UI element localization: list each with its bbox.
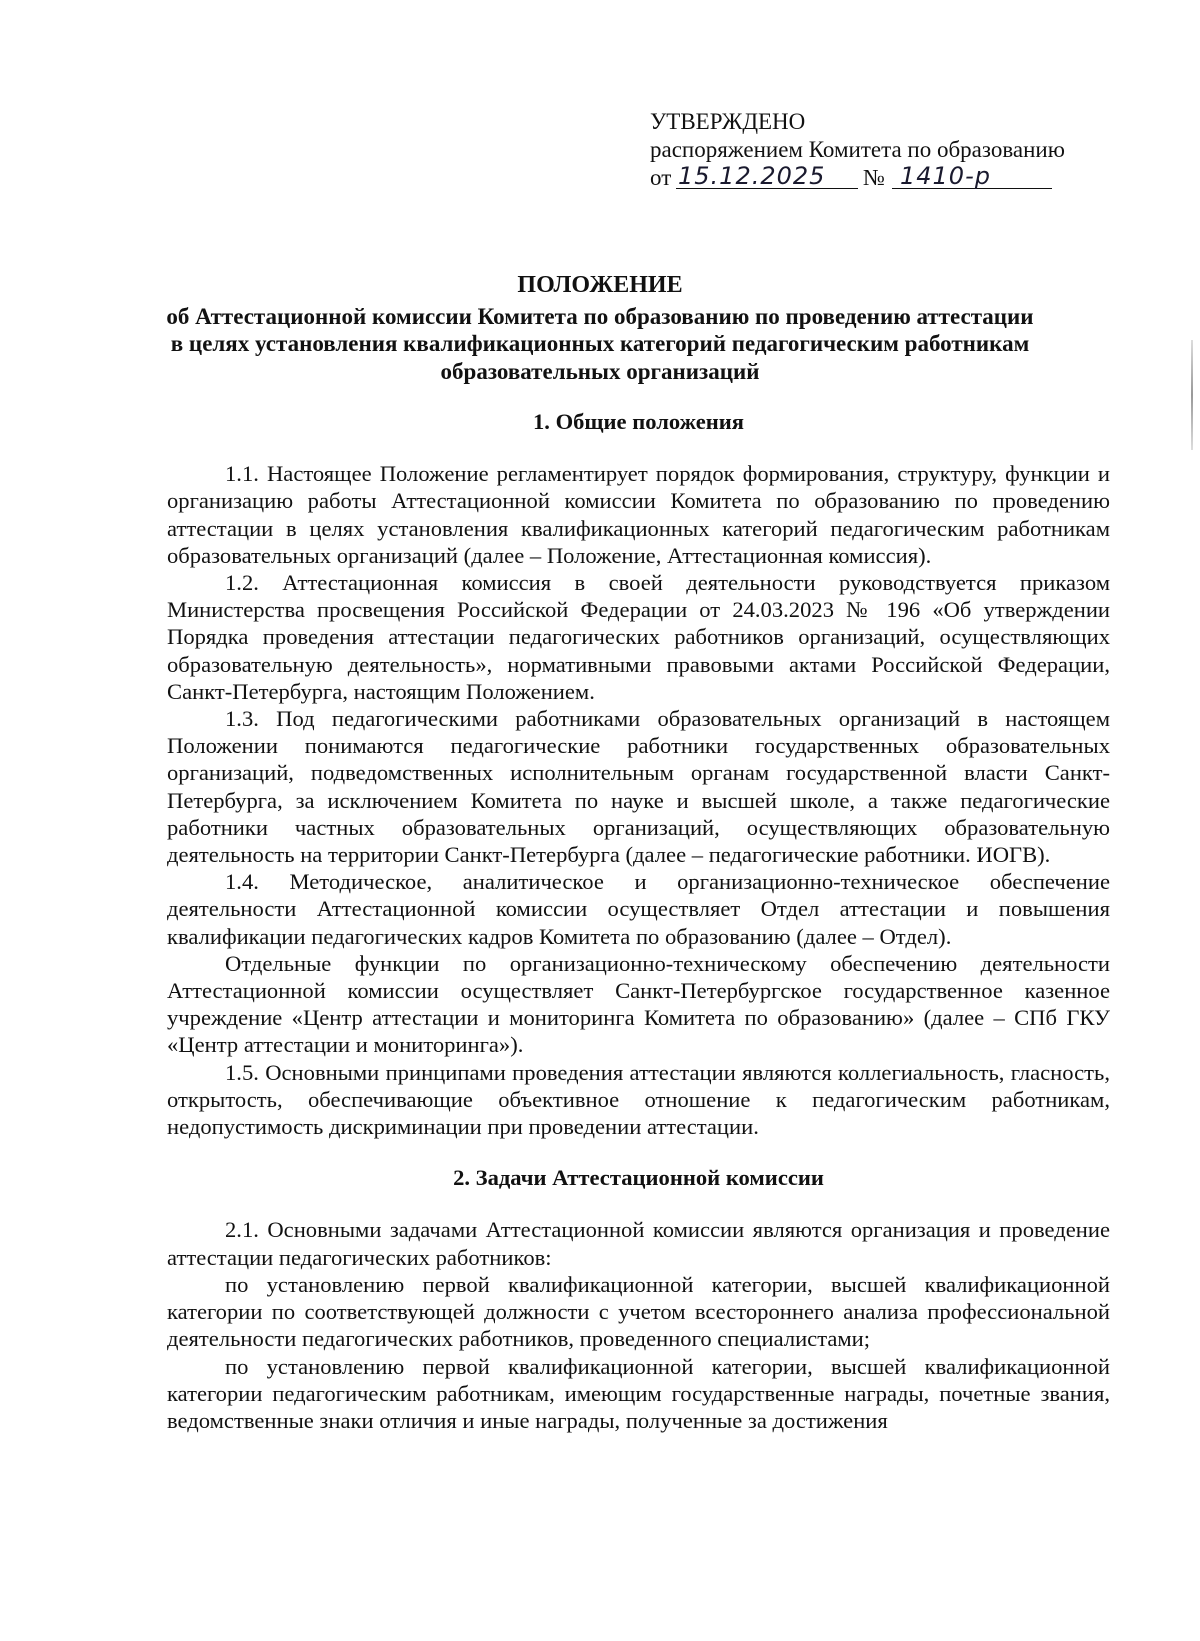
paragraph-1-2: 1.2. Аттестационная комиссия в своей деятельности руководствуется приказом Министерства просвещения Российской Федерации от 24.03.2023 № 196 «Об утверждении Порядка проведения аттестации педагогических работников организаций, осуществляющих образовательную деятельность», нормативными правовыми актами Российской Федерации, Санкт-Петербурга, настоящим Положением. [167,570,1110,704]
title-line-1: об Аттестационной комиссии Комитета по образованию по проведению аттестации [166,303,1034,329]
number-label: № [863,165,885,190]
paragraph-2-1-item-a: по установлению первой квалификационной категории, высшей квалификационной категории по соответствующей должности с учетом всестороннего анализа профессиональной деятельности педагогических работников, проведенного специалистами; [167,1271,1110,1352]
document-body [167,408,1110,1434]
title-line-3: образовательных организаций [440,358,760,384]
section-2-heading: 2. Задачи Аттестационной комиссии [453,1165,824,1191]
title-main: ПОЛОЖЕНИЕ [517,272,683,298]
handwritten-number: 1410-р [900,162,991,190]
title-line-2: в целях установления квалификационных категорий педагогическим работникам [170,331,1030,356]
document-title [140,272,1060,385]
paragraph-1-4: 1.4. Методическое, аналитическое и организационно-техническое обеспечение деятельности Аттестационной комиссии осуществляет Отдел аттестации и повышения квалификации педагогических кадров Комитета по образованию (далее – Отдел). [167,869,1110,949]
paragraph-2-1-item-b: по установлению первой квалификационной категории, высшей квалификационной категории педагогическим работникам, имеющим государственные награды, почетные звания, ведомственные знаки отличия и иные награды, полученные за достижения [167,1353,1110,1433]
paragraph-1-4-continued: Отдельные функции по организационно-техническому обеспечению деятельности Аттестационной комиссии осуществляет Санкт-Петербургское государственное казенное учреждение «Центр аттестации и мониторинга Комитета по образованию» (далее – СПб ГКУ «Центр аттестации и мониторинга»). [167,950,1110,1058]
date-label: от [650,165,672,190]
paragraph-1-1: 1.1. Настоящее Положение регламентирует порядок формирования, структуру, функции и организацию работы Аттестационной комиссии Комитета по образованию по проведению аттестации в целях установления квалификационных категорий педагогическим работникам образовательных организаций (далее – Положение, Аттестационная комиссия). [167,461,1110,568]
scan-edge-artifact [1191,340,1193,450]
paragraph-1-3: 1.3. Под педагогическими работниками образовательных организаций в настоящем Положении понимаются педагогические работники государственных образовательных организаций, подведомственных исполнительным органам государственной власти Санкт-Петербурга, за исключением Комитета по науке и высшей школе, а также педагогические работники частных образовательных организаций, осуществляющих образовательную деятельность на территории Санкт-Петербурга (далее – педагогические работники. ИОГВ). [167,706,1110,868]
approval-block [650,108,1110,194]
approval-issuer: распоряжением Комитета по образованию [650,137,1065,162]
handwritten-date: 15.12.2025 [678,162,826,190]
approval-title: УТВЕРЖДЕНО [650,109,806,134]
section-1-heading: 1. Общие положения [532,409,745,434]
paragraph-2-1: 2.1. Основными задачами Аттестационной комиссии являются организация и проведение аттестации педагогических работников: [167,1217,1110,1270]
paragraph-1-5: 1.5. Основными принципами проведения аттестации являются коллегиальность, гласность, открытость, обеспечивающие объективное отношение к педагогическим работникам, недопустимость дискриминации при проведении аттестации. [167,1059,1110,1140]
approval-date-number-row [650,164,1110,194]
